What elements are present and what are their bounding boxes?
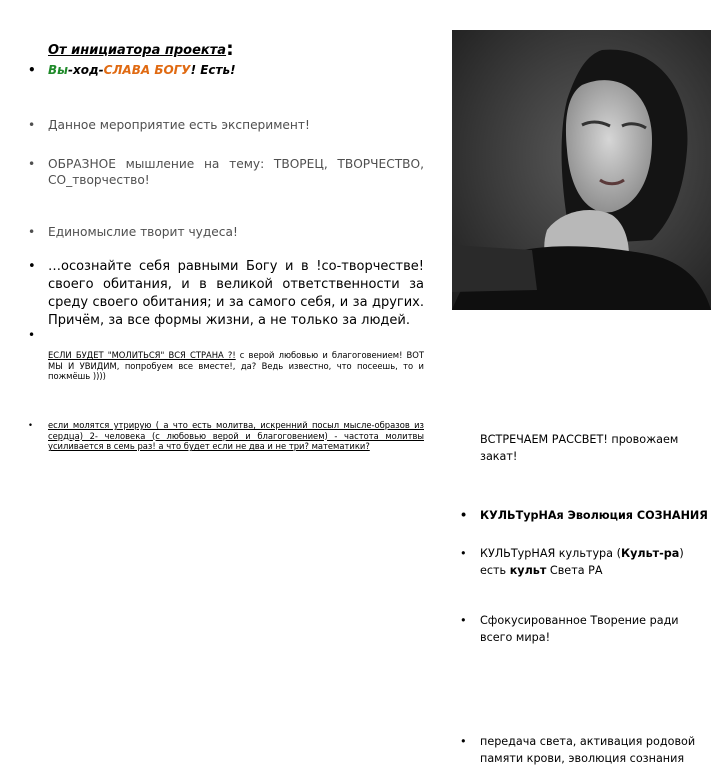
culture-b: Культ-ра [620, 546, 680, 560]
slogan-part-a: Вы [48, 63, 68, 77]
right-item-evolution: • КУЛЬТурНАя Эволюция СОЗНАНИЯ [480, 507, 708, 524]
heading-title: От инициатора проекта [48, 43, 227, 58]
culture-d: культ [509, 563, 547, 577]
slogan-part-d: ! Есть! [190, 63, 236, 77]
right-item-sunrise: ВСТРЕЧАЕМ РАССВЕТ! провожаем закат! [480, 433, 679, 463]
slogan-part-c: СЛАВА БОГУ [103, 63, 191, 77]
portrait-image [452, 30, 711, 310]
slogan-bullet [48, 63, 424, 77]
country-underlined: ЕСЛИ БУДЕТ "МОЛИТЬСЯ" ВСЯ СТРАНА ?! [48, 350, 236, 360]
culture-a: КУЛЬТурНАЯ культура ( [480, 546, 621, 560]
right-item-light: • передача света, активация родовой памяти крови, эволюция сознания [480, 733, 708, 767]
culture-e: Света РА [546, 563, 603, 577]
slogan-part-b: -ход- [68, 63, 104, 77]
right-item-focused: • Сфокусированное Творение ради всего мира! [480, 612, 708, 646]
list-item-main: • …осознайте себя равными Богу и в !со-творчестве! своего обитания, и в великой ответственности за среду своего обитания; и за самого себя, и за других. Причём, за все формы жизни, а не только за людей. [48, 258, 424, 330]
small-note-country [48, 350, 424, 382]
page-heading [48, 38, 234, 60]
list-item: • Единомыслие творит чудеса! [48, 224, 424, 240]
portrait-photo [452, 30, 711, 310]
small-note-prayer: • если молятся утрирую ( а что есть молитва, искренний посыл мысле-образов из сердца) 2- человека (с любовью верой и благоговением) - частота молитвы усиливается в семь раз! а что будет если не два и не три? математики? [48, 420, 424, 452]
heading-colon: : [226, 38, 234, 60]
list-item: • Данное мероприятие есть эксперимент! [48, 117, 424, 133]
list-item: • ОБРАЗНОЕ мышление на тему: ТВОРЕЦ, ТВОРЧЕСТВО, СО_творчество! [48, 156, 424, 188]
culture-c: ) есть [480, 546, 684, 577]
right-item-culture [480, 545, 708, 579]
country-rest: с верой любовью и благоговением! ВОТ МЫ И УВИДИМ, попробуем все вместе!, да? Ведь известно, что посеешь, то и пожмёшь )))) [48, 350, 424, 382]
